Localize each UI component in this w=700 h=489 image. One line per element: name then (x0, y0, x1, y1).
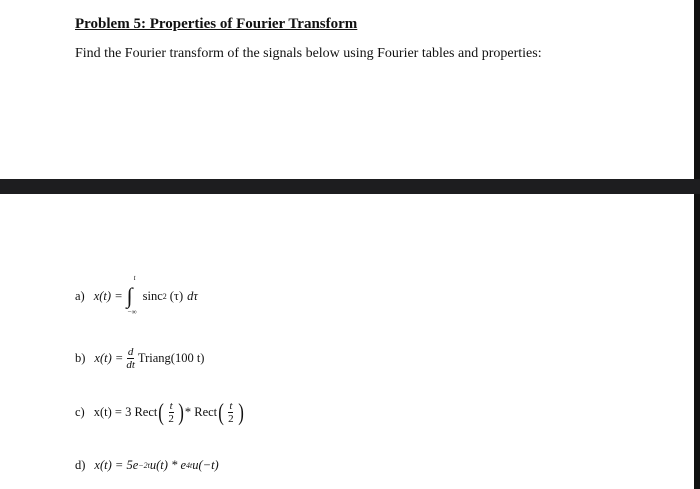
rect-2-denominator: 2 (228, 413, 234, 425)
rect-1-numerator: t (169, 400, 173, 412)
problem-a (75, 274, 198, 316)
rect-fraction-2 (227, 400, 235, 425)
problem-c-label: c) (75, 405, 85, 419)
problem-d-mid: u(t) * e (149, 458, 186, 472)
exponent-2: 4t (186, 461, 193, 470)
instruction-text: Find the Fourier transform of the signals below using Fourier tables and properties: (75, 46, 542, 61)
problem-c: c) x(t) = 3 Rect ( $\frac{t}{2}$ ) * Rect ( $\frac{t}{2}$ ) (75, 399, 244, 426)
integral-upper-limit: t (133, 274, 136, 282)
problem-b-label: b) (75, 351, 86, 365)
derivative-fraction (125, 346, 136, 371)
problem-a-lhs: x(t) = (93, 288, 123, 303)
integral-lower-limit: −∞ (127, 308, 137, 316)
integrand-function: sinc (142, 288, 163, 303)
convolution-rect: * Rect (184, 405, 218, 419)
integrand-argument: (τ) (169, 288, 184, 303)
rect-2-numerator: t (229, 400, 233, 412)
problem-b-lhs: x(t) = (94, 351, 124, 365)
rect-1-denominator: 2 (168, 413, 174, 425)
right-edge-bar (694, 0, 700, 489)
triang-argument: (100 t) (170, 351, 205, 365)
problem-c-lhs: x(t) = 3 Rect (93, 405, 158, 419)
integral-differential: dτ (187, 288, 198, 303)
problem-b (75, 346, 204, 371)
divider-bar (0, 179, 700, 194)
problem-d-lhs: x(t) = 5e (94, 458, 139, 472)
derivative-numerator: d (127, 346, 134, 358)
problem-d (75, 458, 219, 473)
problem-d-end: u(−t) (192, 458, 219, 472)
exponent-1: −2t (138, 461, 150, 470)
problem-title: Problem 5: Properties of Fourier Transform (75, 16, 358, 32)
derivative-denominator: dt (126, 359, 135, 371)
integral-sign: ∫ t −∞ (126, 274, 137, 316)
integrand-power: 2 (162, 291, 167, 301)
rect-fraction-1 (167, 400, 175, 425)
problem-a-label: a) (75, 288, 85, 303)
problem-d-label: d) (75, 458, 86, 472)
triang-function: Triang (137, 351, 171, 365)
